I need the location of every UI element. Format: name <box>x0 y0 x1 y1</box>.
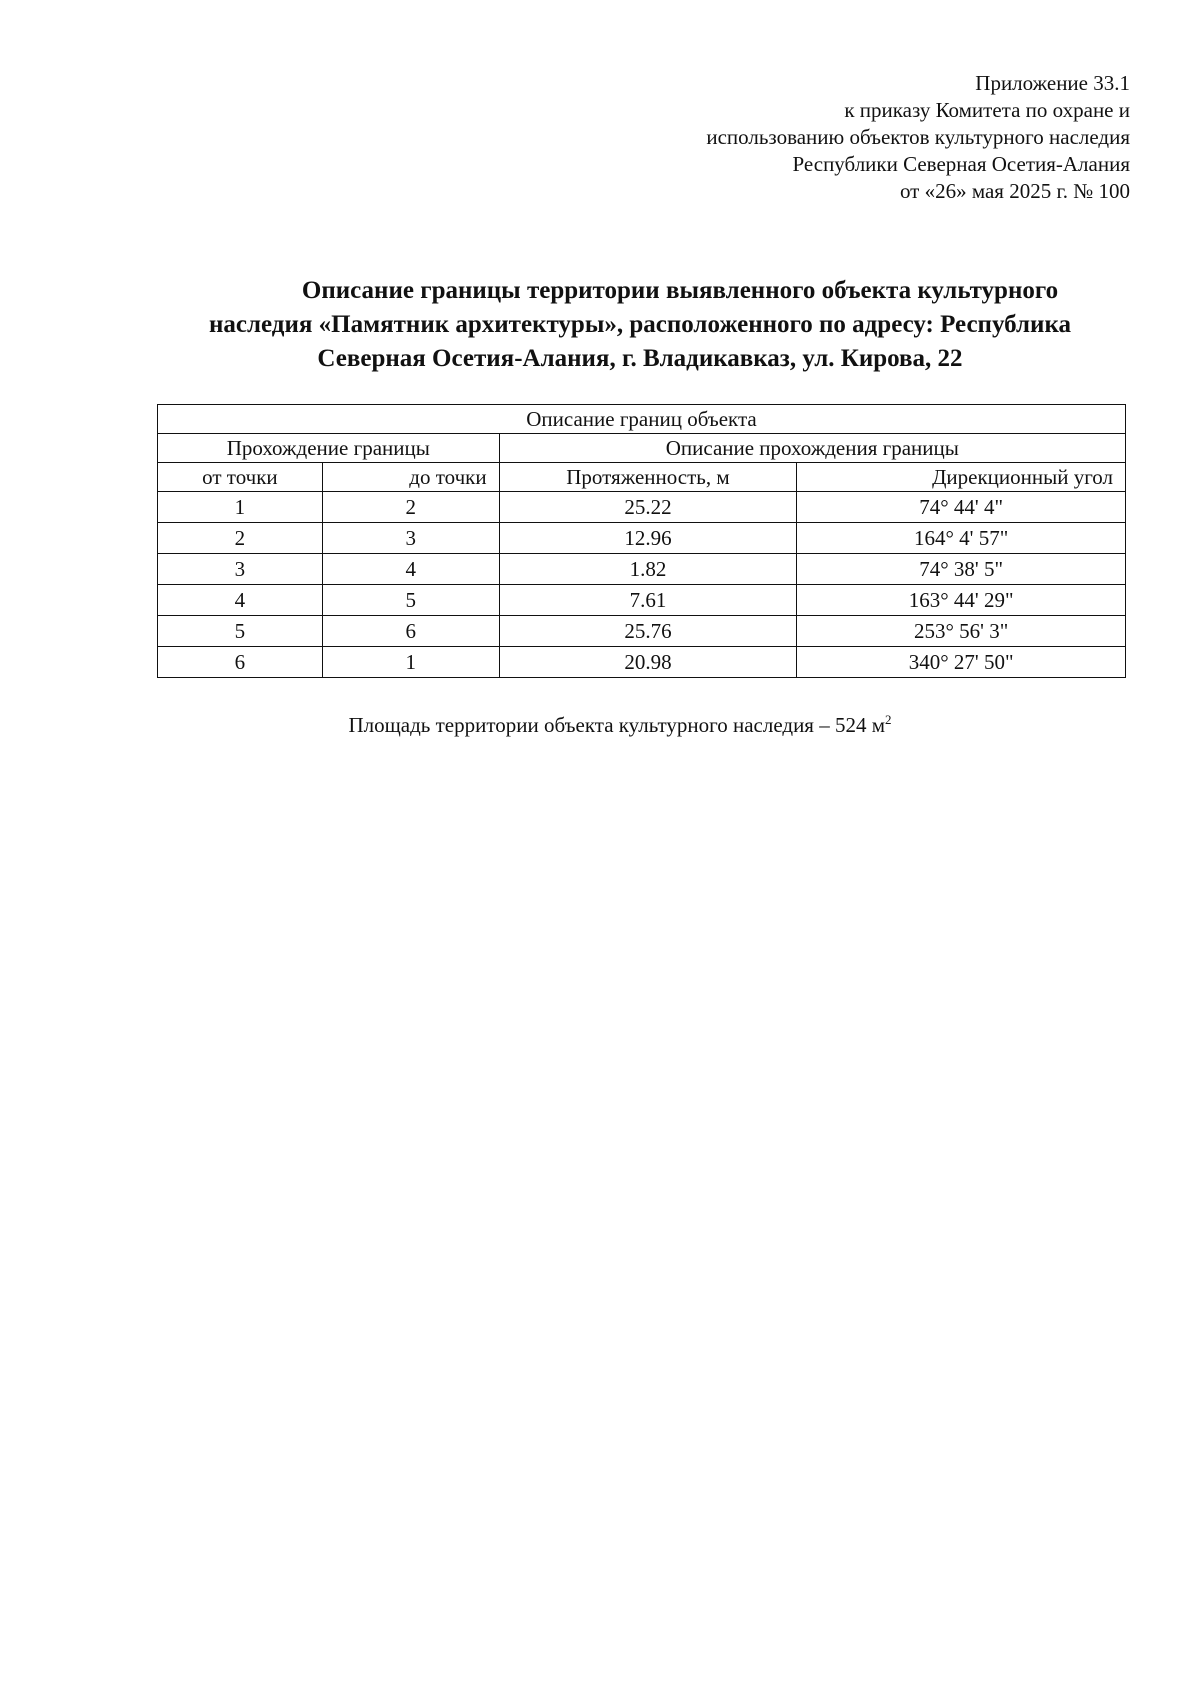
cell-angle: 163° 44' 29" <box>797 585 1126 616</box>
table-row <box>158 492 1126 523</box>
cell-from: 4 <box>158 585 323 616</box>
appendix-header <box>706 70 1130 205</box>
col-from-header: от точки <box>158 463 323 492</box>
table-header-row <box>158 463 1126 492</box>
cell-from: 1 <box>158 492 323 523</box>
appendix-line: Республики Северная Осетия-Алания <box>792 152 1130 176</box>
cell-from: 5 <box>158 616 323 647</box>
title-line: Северная Осетия-Алания, г. Владикавказ, ул. Кирова, 22 <box>317 345 963 372</box>
document-title <box>150 274 1130 376</box>
cell-to: 3 <box>322 523 499 554</box>
cell-to: 2 <box>322 492 499 523</box>
table-group-row <box>158 434 1126 463</box>
cell-angle: 253° 56' 3" <box>797 616 1126 647</box>
cell-from: 2 <box>158 523 323 554</box>
area-text: Площадь территории объекта культурного наследия – 524 м <box>348 713 886 737</box>
cell-to: 6 <box>322 616 499 647</box>
cell-angle: 340° 27' 50" <box>797 647 1126 678</box>
table-row <box>158 647 1126 678</box>
col-to-header: до точки <box>322 463 499 492</box>
cell-to: 4 <box>322 554 499 585</box>
boundary-table <box>157 404 1126 678</box>
cell-from: 3 <box>158 554 323 585</box>
table-caption-row <box>158 405 1126 434</box>
group-description-header: Описание прохождения границы <box>499 434 1125 463</box>
area-statement <box>0 712 1200 738</box>
cell-angle: 74° 38' 5" <box>797 554 1126 585</box>
col-angle-header: Дирекционный угол <box>797 463 1126 492</box>
cell-length: 7.61 <box>499 585 797 616</box>
table-row <box>158 554 1126 585</box>
table-row <box>158 523 1126 554</box>
cell-length: 12.96 <box>499 523 797 554</box>
cell-angle: 164° 4' 57" <box>797 523 1126 554</box>
cell-length: 25.76 <box>499 616 797 647</box>
cell-angle: 74° 44' 4" <box>797 492 1126 523</box>
cell-to: 5 <box>322 585 499 616</box>
table-row <box>158 585 1126 616</box>
title-line: наследия «Памятник архитектуры», расположенного по адресу: Республика <box>209 311 1071 338</box>
cell-length: 25.22 <box>499 492 797 523</box>
col-length-header: Протяженность, м <box>499 463 797 492</box>
appendix-line: от «26» мая 2025 г. № 100 <box>899 179 1130 203</box>
cell-to: 1 <box>322 647 499 678</box>
title-line: Описание границы территории выявленного объекта культурного <box>301 277 1059 304</box>
cell-length: 20.98 <box>499 647 797 678</box>
appendix-line: к приказу Комитета по охране и <box>844 98 1130 122</box>
group-passage-header: Прохождение границы <box>158 434 500 463</box>
table-caption: Описание границ объекта <box>158 405 1126 434</box>
appendix-line: использованию объектов культурного наследия <box>706 125 1130 149</box>
area-unit-superscript: 2 <box>885 712 892 727</box>
appendix-line: Приложение 33.1 <box>975 71 1130 95</box>
cell-length: 1.82 <box>499 554 797 585</box>
table-row <box>158 616 1126 647</box>
cell-from: 6 <box>158 647 323 678</box>
